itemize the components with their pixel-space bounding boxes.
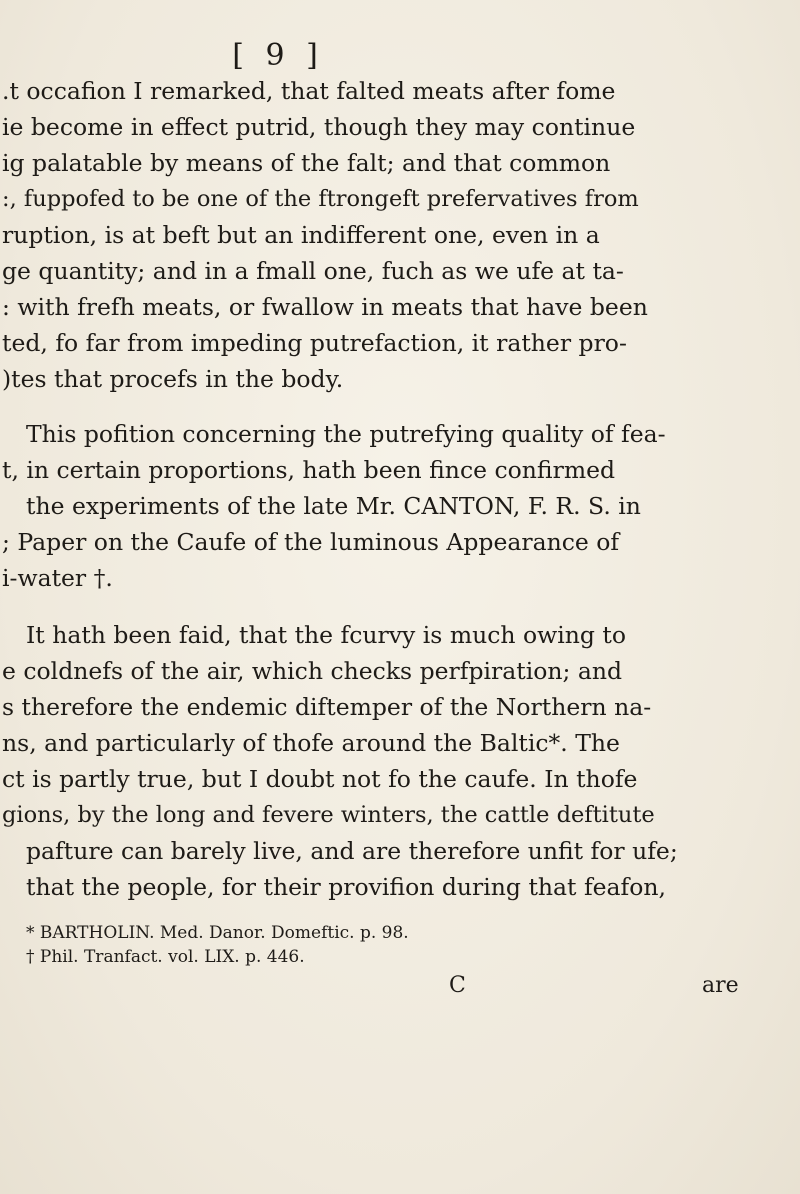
page-number: [ 9 ] bbox=[232, 38, 324, 73]
text-line: ig palatable by means of the falt; and that common bbox=[2, 149, 611, 177]
text-line: ted, fo far from impeding putrefaction, it rather pro- bbox=[2, 329, 627, 357]
text-line: ruption, is at beft but an indifferent one, even in a bbox=[2, 221, 600, 249]
text-line: pafture can barely live, and are therefore unfit for ufe; bbox=[26, 837, 678, 865]
text-line: i-water †. bbox=[2, 564, 113, 592]
text-line: the experiments of the late Mr. CANTON, F. R. S. in bbox=[26, 492, 641, 520]
text-line: ; Paper on the Caufe of the luminous Appearance of bbox=[2, 528, 620, 556]
text-line: ct is partly true, but I doubt not fo the caufe. In thofe bbox=[2, 765, 638, 793]
text-line: ge quantity; and in a fmall one, fuch as we ufe at ta- bbox=[2, 257, 624, 285]
footnote: † Phil. Tranfact. vol. LIX. p. 446. bbox=[26, 947, 305, 967]
text-line: : with frefh meats, or fwallow in meats that have been bbox=[2, 293, 648, 321]
text-line: It hath been faid, that the fcurvy is much owing to bbox=[26, 621, 627, 649]
text-line: that the people, for their provifion during that feafon, bbox=[26, 873, 667, 901]
text-line: This pofition concerning the putrefying quality of fea- bbox=[26, 420, 666, 448]
text-line: .t occafion I remarked, that falted meats after fome bbox=[2, 77, 616, 105]
footnote: * BARTHOLIN. Med. Danor. Domeftic. p. 98. bbox=[26, 923, 409, 943]
catchword: are bbox=[702, 973, 739, 998]
text-line: gions, by the long and fevere winters, the cattle deftitute bbox=[2, 802, 655, 828]
text-line: :, fuppofed to be one of the ftrongeft prefervatives from bbox=[2, 186, 639, 212]
text-line: t, in certain proportions, hath been fince confirmed bbox=[2, 456, 616, 484]
text-line: s therefore the endemic diftemper of the Northern na- bbox=[2, 693, 652, 721]
text-line: )tes that procefs in the body. bbox=[2, 365, 344, 393]
text-line: ie become in effect putrid, though they may continue bbox=[2, 113, 636, 141]
signature-mark: C bbox=[449, 973, 466, 998]
text-line: e coldnefs of the air, which checks perfpiration; and bbox=[2, 657, 623, 685]
text-line: ns, and particularly of thofe around the Baltic*. The bbox=[2, 729, 620, 757]
